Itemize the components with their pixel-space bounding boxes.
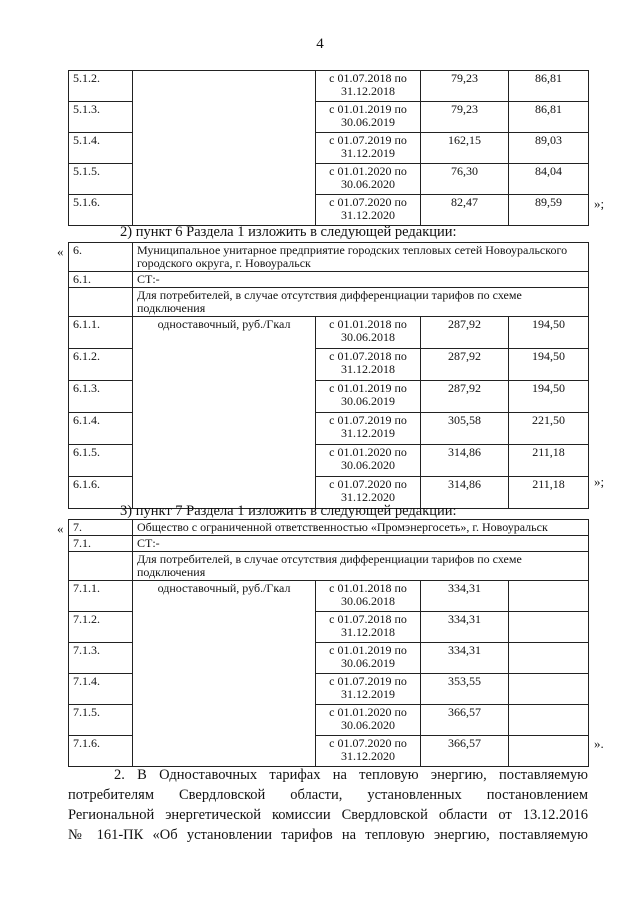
tariff-value-2: 86,81 bbox=[509, 71, 589, 102]
period-end: 30.06.2019 bbox=[341, 115, 395, 129]
tariff-value-1: 82,47 bbox=[421, 195, 509, 226]
empty-cell bbox=[69, 552, 133, 581]
period-start: с 01.01.2018 по bbox=[329, 581, 407, 595]
tariff-value-1: 353,55 bbox=[421, 674, 509, 705]
period-cell bbox=[316, 317, 421, 349]
period-start: с 01.07.2018 по bbox=[329, 349, 407, 363]
period-start: с 01.01.2019 по bbox=[329, 643, 407, 657]
row-number: 7.1.1. bbox=[69, 581, 133, 612]
tariff-value-2 bbox=[509, 581, 589, 612]
period-end: 31.12.2018 bbox=[341, 84, 395, 98]
row-number: 5.1.5. bbox=[69, 164, 133, 195]
amendment-paragraph bbox=[68, 765, 588, 845]
row-number: 6.1.2. bbox=[69, 349, 133, 381]
period-start: с 01.07.2020 по bbox=[329, 736, 407, 750]
org-number: 7. bbox=[69, 520, 133, 536]
tariff-value-2 bbox=[509, 705, 589, 736]
period-end: 30.06.2019 bbox=[341, 394, 395, 408]
st-row bbox=[69, 536, 589, 552]
st-number: 6.1. bbox=[69, 272, 133, 288]
paragraph-line: потребителям Свердловской области, установленных постановлением bbox=[68, 787, 588, 803]
table-row bbox=[69, 581, 589, 612]
section-heading-7: 3) пункт 7 Раздела 1 изложить в следующей редакции: bbox=[120, 503, 457, 519]
tariff-value-1: 76,30 bbox=[421, 164, 509, 195]
period-end: 30.06.2020 bbox=[341, 177, 395, 191]
period-cell bbox=[316, 133, 421, 164]
tariff-value-1: 287,92 bbox=[421, 381, 509, 413]
period-start: с 01.01.2019 по bbox=[329, 102, 407, 116]
period-end: 30.06.2020 bbox=[341, 458, 395, 472]
period-start: с 01.07.2020 по bbox=[329, 477, 407, 491]
period-end: 31.12.2020 bbox=[341, 490, 395, 504]
period-cell bbox=[316, 581, 421, 612]
row-number: 6.1.4. bbox=[69, 413, 133, 445]
period-start: с 01.01.2018 по bbox=[329, 317, 407, 331]
unit-cell: одноставочный, руб./Гкал bbox=[133, 581, 316, 767]
period-cell bbox=[316, 381, 421, 413]
paragraph-line: Региональной энергетической комиссии Свердловской области от 13.12.2016 bbox=[68, 807, 588, 823]
period-end: 30.06.2018 bbox=[341, 330, 395, 344]
st-number: 7.1. bbox=[69, 536, 133, 552]
tariff-value-2: 84,04 bbox=[509, 164, 589, 195]
tariff-value-1: 334,31 bbox=[421, 612, 509, 643]
period-cell bbox=[316, 643, 421, 674]
tariff-value-2: 194,50 bbox=[509, 349, 589, 381]
tariff-value-2: 89,03 bbox=[509, 133, 589, 164]
tariff-value-2: 194,50 bbox=[509, 381, 589, 413]
org-row bbox=[69, 520, 589, 536]
period-start: с 01.07.2019 по bbox=[329, 413, 407, 427]
row-number: 5.1.2. bbox=[69, 71, 133, 102]
period-end: 30.06.2018 bbox=[341, 594, 395, 608]
tariff-table-7 bbox=[68, 519, 589, 767]
table6-close-mark: »; bbox=[594, 474, 605, 489]
tariff-value-2: 194,50 bbox=[509, 317, 589, 349]
row-number: 6.1.5. bbox=[69, 445, 133, 477]
row-number: 6.1.3. bbox=[69, 381, 133, 413]
row-number: 7.1.3. bbox=[69, 643, 133, 674]
tariff-value-2: 211,18 bbox=[509, 477, 589, 509]
consumers-label: Для потребителей, в случае отсутствия дифференциации тарифов по схеме подключения bbox=[133, 288, 589, 317]
section-heading-6: 2) пункт 6 Раздела 1 изложить в следующей редакции: bbox=[120, 224, 457, 240]
table-row bbox=[69, 317, 589, 349]
org-number: 6. bbox=[69, 243, 133, 272]
tariff-value-1: 287,92 bbox=[421, 349, 509, 381]
empty-cell bbox=[69, 288, 133, 317]
row-number: 7.1.5. bbox=[69, 705, 133, 736]
tariff-value-2: 89,59 bbox=[509, 195, 589, 226]
period-start: с 01.07.2019 по bbox=[329, 133, 407, 147]
table5-close-mark: »; bbox=[594, 196, 605, 211]
row-number: 5.1.4. bbox=[69, 133, 133, 164]
tariff-table-6 bbox=[68, 242, 589, 509]
period-start: с 01.07.2020 по bbox=[329, 195, 407, 209]
tariff-value-1: 334,31 bbox=[421, 581, 509, 612]
tariff-value-2 bbox=[509, 643, 589, 674]
period-start: с 01.01.2020 по bbox=[329, 164, 407, 178]
consumers-row bbox=[69, 552, 589, 581]
period-cell bbox=[316, 71, 421, 102]
unit-cell: одноставочный, руб./Гкал bbox=[133, 317, 316, 509]
period-start: с 01.07.2018 по bbox=[329, 612, 407, 626]
tariff-value-1: 287,92 bbox=[421, 317, 509, 349]
period-cell bbox=[316, 102, 421, 133]
org-row bbox=[69, 243, 589, 272]
org-name: Муниципальное унитарное предприятие городских тепловых сетей Новоуральского городского округа, г. Новоуральск bbox=[133, 243, 589, 272]
period-cell bbox=[316, 612, 421, 643]
row-number: 5.1.6. bbox=[69, 195, 133, 226]
period-start: с 01.01.2020 по bbox=[329, 445, 407, 459]
row-number: 6.1.6. bbox=[69, 477, 133, 509]
tariff-value-2 bbox=[509, 736, 589, 767]
period-cell bbox=[316, 674, 421, 705]
st-row bbox=[69, 272, 589, 288]
tariff-value-2: 211,18 bbox=[509, 445, 589, 477]
tariff-value-1: 334,31 bbox=[421, 643, 509, 674]
tariff-value-1: 366,57 bbox=[421, 736, 509, 767]
period-start: с 01.01.2020 по bbox=[329, 705, 407, 719]
row-number: 7.1.2. bbox=[69, 612, 133, 643]
tariff-value-2: 86,81 bbox=[509, 102, 589, 133]
row-number: 7.1.4. bbox=[69, 674, 133, 705]
table-row bbox=[69, 71, 589, 102]
period-cell bbox=[316, 705, 421, 736]
unit-cell bbox=[133, 71, 316, 226]
consumers-row bbox=[69, 288, 589, 317]
period-start: с 01.07.2019 по bbox=[329, 674, 407, 688]
st-label: СТ:- bbox=[133, 272, 589, 288]
period-start: с 01.07.2018 по bbox=[329, 71, 407, 85]
tariff-value-1: 305,58 bbox=[421, 413, 509, 445]
period-cell bbox=[316, 195, 421, 226]
table7-close-mark: ». bbox=[594, 736, 604, 751]
org-name: Общество с ограниченной ответственностью «Промэнергосеть», г. Новоуральск bbox=[133, 520, 589, 536]
period-start: с 01.01.2019 по bbox=[329, 381, 407, 395]
period-end: 30.06.2019 bbox=[341, 656, 395, 670]
period-end: 31.12.2020 bbox=[341, 749, 395, 763]
period-cell bbox=[316, 164, 421, 195]
period-end: 31.12.2020 bbox=[341, 208, 395, 222]
paragraph-line: 2. В Одноставочных тарифах на тепловую энергию, поставляемую bbox=[114, 767, 588, 783]
st-label: СТ:- bbox=[133, 536, 589, 552]
tariff-table-5 bbox=[68, 70, 589, 226]
period-end: 31.12.2019 bbox=[341, 426, 395, 440]
table6-open-mark: « bbox=[57, 244, 64, 259]
period-end: 31.12.2019 bbox=[341, 687, 395, 701]
period-end: 31.12.2018 bbox=[341, 625, 395, 639]
tariff-value-1: 314,86 bbox=[421, 445, 509, 477]
tariff-value-2 bbox=[509, 674, 589, 705]
period-end: 30.06.2020 bbox=[341, 718, 395, 732]
tariff-value-1: 366,57 bbox=[421, 705, 509, 736]
page-number: 4 bbox=[316, 36, 324, 52]
period-end: 31.12.2019 bbox=[341, 146, 395, 160]
tariff-value-1: 79,23 bbox=[421, 71, 509, 102]
tariff-value-1: 162,15 bbox=[421, 133, 509, 164]
tariff-value-2: 221,50 bbox=[509, 413, 589, 445]
period-cell bbox=[316, 445, 421, 477]
period-cell bbox=[316, 736, 421, 767]
row-number: 5.1.3. bbox=[69, 102, 133, 133]
period-end: 31.12.2018 bbox=[341, 362, 395, 376]
tariff-value-1: 314,86 bbox=[421, 477, 509, 509]
consumers-label: Для потребителей, в случае отсутствия дифференциации тарифов по схеме подключения bbox=[133, 552, 589, 581]
tariff-value-1: 79,23 bbox=[421, 102, 509, 133]
tariff-value-2 bbox=[509, 612, 589, 643]
period-cell bbox=[316, 349, 421, 381]
paragraph-line: № 161-ПК «Об установлении тарифов на тепловую энергию, поставляемую bbox=[68, 827, 588, 843]
table7-open-mark: « bbox=[57, 521, 64, 536]
period-cell bbox=[316, 413, 421, 445]
row-number: 6.1.1. bbox=[69, 317, 133, 349]
row-number: 7.1.6. bbox=[69, 736, 133, 767]
